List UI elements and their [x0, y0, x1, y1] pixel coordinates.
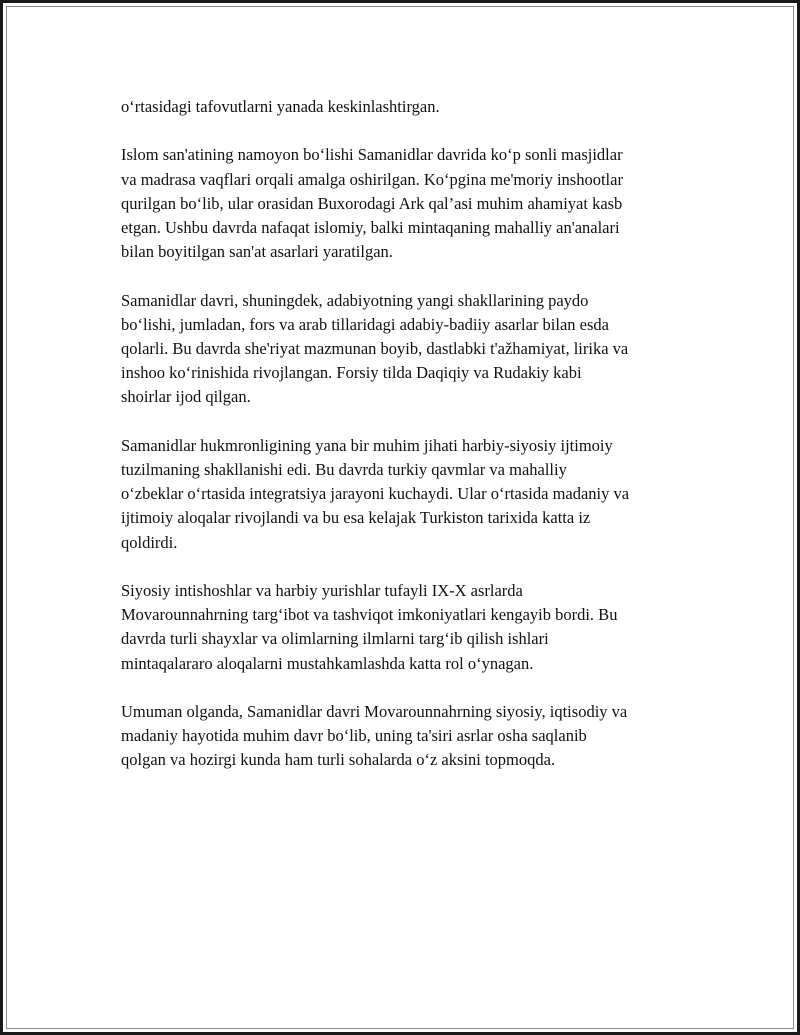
text-line: madaniy hayotida muhim davr bo‘lib, uning ta'siri asrlar osha saqlanib — [121, 726, 587, 746]
text-line: Samanidlar hukmronligining yana bir muhim jihati harbiy-siyosiy ijtimoiy — [121, 435, 613, 455]
text-line: ijtimoiy aloqalar rivojlandi va bu esa kelajak Turkiston tarixida katta iz — [121, 508, 591, 528]
text-line: Islom san'atining namoyon bo‘lishi Samanidlar davrida ko‘p sonli masjidlar — [121, 145, 623, 165]
paragraph-3 — [121, 289, 701, 410]
document-body — [121, 95, 701, 797]
paragraph-5 — [121, 579, 701, 676]
paragraph-1 — [121, 95, 701, 119]
text-line: mintaqalararo aloqalarni mustahkamlashda katta rol o‘ynagan. — [121, 653, 534, 673]
paragraph-4 — [121, 434, 701, 555]
text-line: qoldirdi. — [121, 532, 178, 552]
text-line: Samanidlar davri, shuningdek, adabiyotning yangi shakllarining paydo — [121, 290, 589, 310]
text-line: Umuman olganda, Samanidlar davri Movarounnahrning siyosiy, iqtisodiy va — [121, 702, 628, 721]
text-line: qolgan va hozirgi kunda ham turli sohalarda o‘z aksini topmoqda. — [121, 750, 556, 770]
text-line: bilan boyitilgan san'at asarlari yaratilgan. — [121, 242, 393, 262]
text-line: va madrasa vaqflari orqali amalga oshirilgan. Ko‘pgina me'moriy inshootlar — [121, 169, 623, 189]
text-line: bo‘lishi, jumladan, fors va arab tillaridagi adabiy-badiiy asarlar bilan esda — [121, 314, 609, 334]
paragraph-2 — [121, 143, 701, 264]
text-line: Siyosiy intishoshlar va harbiy yurishlar tufayli IX-X asrlarda — [121, 581, 523, 600]
text-line: qolarli. Bu davrda she'riyat mazmunan boyib, dastlabki t'ažhamiyat, lirika va — [121, 339, 629, 358]
text-line: qurilgan bo‘lib, ular orasidan Buxorodagi Ark qal’asi muhim ahamiyat kasb — [121, 193, 623, 213]
text-line: inshoo ko‘rinishida rivojlangan. Forsiy tilda Daqiqiy va Rudakiy kabi — [121, 363, 582, 383]
text-line: Movarounnahrning targ‘ibot va tashviqot imkoniyatlari kengayib bordi. Bu — [121, 605, 618, 625]
text-line: davrda turli shayxlar va olimlarning ilmlarni targ‘ib qilish ishlari — [121, 629, 549, 649]
paragraph-6 — [121, 700, 701, 773]
text-line: o‘zbeklar o‘rtasida integratsiya jarayoni kuchaydi. Ular o‘rtasida madaniy va — [121, 484, 630, 504]
text-line: shoirlar ijod qilgan. — [121, 387, 251, 407]
text-line: etgan. Ushbu davrda nafaqat islomiy, balki mintaqaning mahalliy an'analari — [121, 218, 620, 237]
text-line: tuzilmaning shakllanishi edi. Bu davrda turkiy qavmlar va mahalliy — [121, 460, 567, 479]
text-line: o‘rtasidagi tafovutlarni yanada keskinlashtirgan. — [121, 97, 440, 116]
